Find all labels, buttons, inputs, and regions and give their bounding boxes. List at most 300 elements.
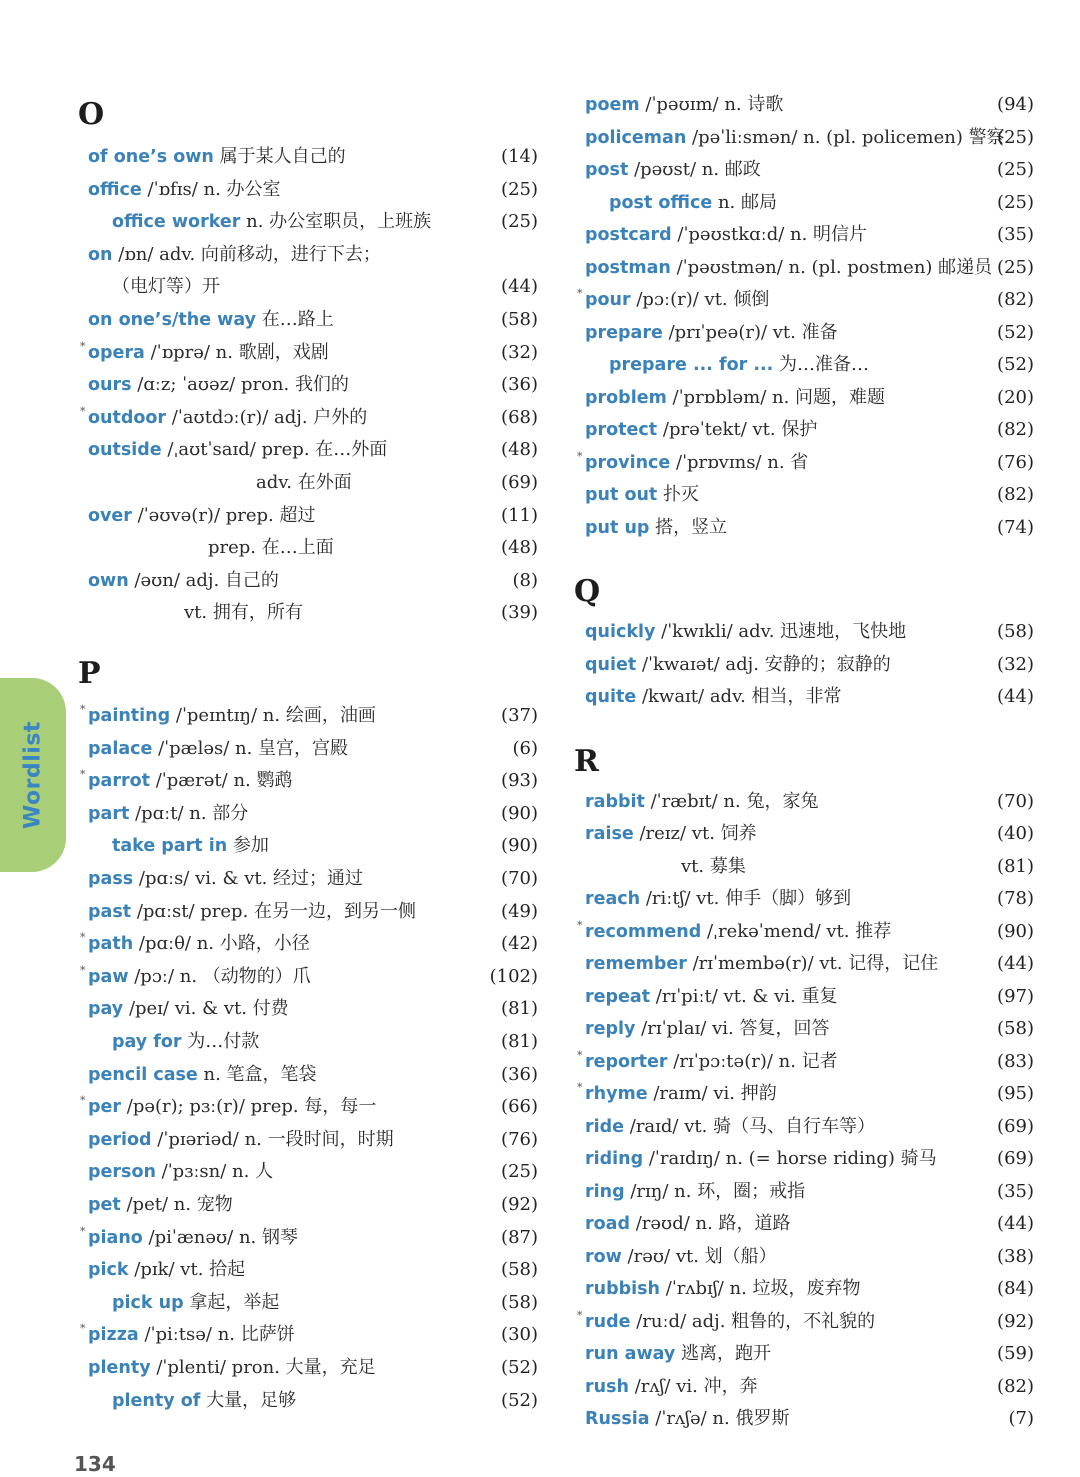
entry-row	[0, 734, 538, 764]
page-ref: (66)	[501, 1096, 538, 1118]
entry-row	[0, 480, 1034, 510]
headword: put up	[585, 517, 650, 538]
entry-text	[585, 1339, 771, 1369]
page-ref: (83)	[997, 1050, 1034, 1072]
page-ref: (6)	[512, 737, 538, 759]
headword: per	[88, 1097, 122, 1118]
definition: /riːtʃ/ vt. 伸手（脚）够到	[640, 888, 852, 909]
page-ref: (82)	[997, 484, 1034, 505]
page-ref: (59)	[997, 1343, 1034, 1364]
page-ref: (36)	[501, 374, 538, 396]
entry-text	[585, 1112, 875, 1142]
headword: reply	[585, 1019, 636, 1039]
entry-row	[0, 566, 538, 596]
headword: road	[585, 1214, 630, 1234]
definition: /piˈænəʊ/ n. 钢琴	[142, 1226, 298, 1248]
definition: adv. 在外面	[256, 472, 352, 493]
definition: （电灯等）开	[112, 276, 220, 298]
headword: pick up	[112, 1292, 184, 1313]
entry-row	[0, 285, 1034, 315]
headword: postcard	[585, 225, 672, 245]
definition: n. 办公室职员，上班族	[240, 211, 432, 233]
entry-row	[0, 1144, 1034, 1174]
definition: /pɔː/ n. （动物的）爪	[128, 965, 311, 987]
entry-text	[585, 480, 699, 510]
page-ref: (48)	[501, 537, 538, 559]
star-marker: *	[80, 703, 86, 716]
headword: plenty	[88, 1358, 151, 1378]
entry-text	[585, 1274, 861, 1304]
definition: 属于某人自己的	[213, 146, 346, 167]
page-ref: (8)	[512, 569, 538, 591]
definition: /pɪk/ vt. 拾起	[128, 1259, 246, 1281]
page-ref: (52)	[997, 354, 1034, 375]
definition: /ˈpiːtsə/ n. 比萨饼	[138, 1324, 295, 1346]
headword: on one’s/the way	[88, 310, 257, 330]
page-ref: (52)	[501, 1357, 538, 1378]
entry-text	[585, 448, 808, 478]
page-ref: (32)	[997, 653, 1034, 675]
page-ref: (35)	[997, 1180, 1034, 1202]
definition: /ˈɒfɪs/ n. 办公室	[141, 178, 281, 200]
page-ref: (32)	[501, 341, 538, 363]
headword: office worker	[112, 212, 241, 233]
page-ref: (84)	[997, 1278, 1034, 1299]
headword: ride	[585, 1116, 625, 1137]
definition: /ˈrʌʃə/ n. 俄罗斯	[649, 1408, 790, 1429]
definition: /pɑːθ/ n. 小路，小径	[133, 933, 310, 955]
definition: /ˈaʊtdɔː(r)/ adj. 户外的	[166, 406, 368, 428]
definition: 为…付款	[181, 1031, 260, 1052]
page-ref: (70)	[997, 790, 1034, 812]
entry-text	[585, 1177, 805, 1207]
page-ref: (48)	[501, 439, 538, 461]
entry-text	[585, 383, 885, 413]
page-ref: (78)	[997, 888, 1034, 909]
page-ref: (90)	[501, 802, 538, 824]
entry-row	[0, 448, 1034, 478]
headword: reach	[585, 889, 641, 909]
headword: rhyme	[585, 1084, 648, 1104]
section-letter-q: Q	[574, 574, 601, 609]
page-ref: (25)	[997, 159, 1034, 180]
definition: n. 邮局	[712, 191, 777, 213]
page-ref: (52)	[501, 1389, 538, 1411]
definition: /peɪ/ vi. & vt. 付费	[123, 998, 289, 1020]
page-ref: (69)	[501, 472, 538, 493]
definition: /ˈpɜːsn/ n. 人	[155, 1161, 274, 1183]
entry-row	[0, 1404, 1034, 1434]
entry-row	[0, 1014, 1034, 1044]
headword: pay for	[112, 1032, 182, 1052]
entry-row	[0, 787, 1034, 817]
definition: 在…路上	[256, 309, 334, 330]
entry-row	[0, 884, 1034, 914]
headword: postman	[585, 257, 671, 278]
definition: /rɪˈplaɪ/ vi. 答复，回答	[635, 1018, 830, 1039]
headword: recommend	[585, 921, 702, 942]
entry-row	[0, 1047, 1034, 1077]
entry-row	[0, 1339, 1034, 1369]
page-ref: (25)	[501, 178, 538, 200]
page-ref: (90)	[501, 835, 538, 857]
definition: /ˈəʊvə(r)/ prep. 超过	[131, 504, 316, 526]
entry-text	[585, 513, 727, 543]
entry-text	[585, 1014, 829, 1044]
headword: pass	[88, 869, 134, 889]
definition: /rɪˈpɔːtə(r)/ n. 记者	[667, 1050, 838, 1072]
section-letter-o: O	[78, 97, 105, 132]
definition: /pɑːs/ vi. & vt. 经过；通过	[133, 868, 364, 889]
definition: /rɪŋ/ n. 环，圈；戒指	[624, 1180, 806, 1202]
definition: 扑灭	[657, 484, 700, 505]
entry-row	[0, 650, 1034, 680]
definition: /ˈraɪdɪŋ/ n. (= horse riding) 骑马	[643, 1148, 937, 1169]
page-ref: (102)	[489, 965, 538, 987]
definition: n. 笔盒，笔袋	[197, 1063, 317, 1085]
entry-row	[0, 318, 1034, 348]
headword: palace	[88, 738, 153, 759]
headword: painting	[88, 706, 171, 726]
headword: outdoor	[88, 407, 167, 428]
entry-row	[0, 1372, 1034, 1402]
headword: row	[585, 1246, 622, 1267]
headword: ours	[88, 375, 132, 396]
definition: /ˈrʌbɪʃ/ n. 垃圾，废弃物	[660, 1278, 861, 1299]
page-ref: (58)	[501, 1259, 538, 1281]
headword: path	[88, 934, 134, 955]
wordlist-tab-label: Wordlist	[20, 721, 46, 829]
headword: parrot	[88, 771, 150, 792]
page-ref: (44)	[997, 686, 1034, 707]
entry-text	[585, 1209, 791, 1239]
entry-text	[88, 566, 279, 596]
entry-text	[585, 1307, 875, 1337]
definition: /ˌaʊtˈsaɪd/ prep. 在…外面	[161, 439, 388, 461]
headword: pizza	[88, 1325, 139, 1346]
headword: raise	[585, 824, 634, 844]
headword: prepare ... for ...	[609, 355, 774, 375]
definition: /pəˈliːsmən/ n. (pl. policemen) 警察	[686, 126, 1005, 148]
headword: post	[585, 160, 629, 180]
entry-row	[0, 1274, 1034, 1304]
definition: vt. 拥有，所有	[184, 602, 303, 624]
page-ref: (76)	[997, 451, 1034, 473]
headword: province	[585, 452, 671, 473]
page-ref: (97)	[997, 985, 1034, 1007]
section-letter-r: R	[574, 743, 599, 779]
definition: vt. 募集	[681, 855, 746, 877]
page-ref: (68)	[501, 406, 538, 428]
headword: remember	[585, 954, 687, 974]
entry-text	[585, 650, 891, 680]
page-ref: (87)	[501, 1226, 538, 1248]
entry-text	[585, 917, 891, 947]
definition: /ruːd/ adj. 粗鲁的，不礼貌的	[630, 1310, 876, 1332]
definition: /ˈkwɪkli/ adv. 迅速地，飞快地	[655, 621, 907, 642]
headword: of one’s own	[88, 147, 214, 167]
headword: pencil case	[88, 1064, 198, 1085]
page-ref: (76)	[501, 1128, 538, 1150]
definition: /reɪz/ vt. 饲养	[633, 823, 757, 844]
entry-row	[0, 220, 1034, 250]
headword: pour	[585, 290, 631, 310]
entry-row	[0, 155, 1034, 185]
entry-text	[585, 819, 757, 849]
entry-row	[0, 1177, 1034, 1207]
entry-row	[0, 383, 1034, 413]
entry-row	[0, 617, 1034, 647]
headword: reporter	[585, 1051, 668, 1072]
headword: rush	[585, 1376, 629, 1397]
entry-text	[585, 1144, 937, 1174]
page-ref: (11)	[501, 504, 538, 526]
headword: person	[88, 1162, 156, 1183]
wordlist-tab	[0, 678, 66, 872]
page-ref: (25)	[501, 1161, 538, 1183]
page-number: 134	[74, 1452, 116, 1476]
page-ref: (92)	[997, 1310, 1034, 1332]
page-ref: (44)	[501, 276, 538, 298]
headword: ring	[585, 1181, 625, 1202]
definition: /prəˈtekt/ vt. 保护	[657, 419, 818, 440]
definition: /ˈplenti/ pron. 大量，充足	[150, 1357, 376, 1378]
entry-text	[585, 949, 938, 979]
definition: /ˈpəʊstkɑːd/ n. 明信片	[671, 224, 868, 245]
headword: quiet	[585, 654, 637, 675]
entry-row	[0, 1209, 1034, 1239]
definition: /ˈkwaɪət/ adj. 安静的；寂静的	[636, 653, 891, 675]
page-ref: (92)	[501, 1194, 538, 1215]
entry-text	[585, 884, 851, 914]
star-marker: *	[577, 1081, 583, 1094]
headword: riding	[585, 1149, 644, 1169]
entry-text	[585, 253, 992, 283]
definition: /ˈpɪəriəd/ n. 一段时间，时期	[151, 1128, 394, 1150]
definition: /ˈpəʊstmən/ n. (pl. postmen) 邮递员	[670, 256, 993, 278]
page-ref: (44)	[997, 953, 1034, 974]
headword: Russia	[585, 1409, 650, 1429]
headword: opera	[88, 342, 145, 363]
entry-text	[585, 415, 817, 445]
definition: /ɒn/ adv. 向前移动，进行下去；	[112, 243, 381, 265]
page-ref: (93)	[501, 770, 538, 792]
star-marker: *	[577, 918, 583, 932]
entry-text	[585, 982, 838, 1012]
definition: /ˈpæləs/ n. 皇宫，宫殿	[152, 737, 349, 759]
headword: past	[88, 901, 132, 922]
entry-text	[681, 852, 746, 882]
entry-text	[585, 682, 842, 712]
entry-text	[585, 1242, 777, 1272]
definition: /rɪˈmembə(r)/ vt. 记得，记住	[686, 953, 939, 974]
headword: policeman	[585, 127, 687, 148]
definition: /ˌrekəˈmend/ vt. 推荐	[701, 920, 892, 942]
entry-row	[0, 415, 1034, 445]
headword: post office	[609, 192, 713, 213]
star-marker: *	[80, 768, 86, 782]
definition: /pɑːst/ prep. 在另一边，到另一侧	[131, 900, 417, 922]
headword: rude	[585, 1311, 631, 1332]
section-letter-p: P	[78, 656, 101, 691]
definition: /rəʊd/ n. 路，道路	[630, 1213, 791, 1234]
star-marker: *	[577, 449, 583, 463]
entry-row	[0, 819, 1034, 849]
page-ref: (95)	[997, 1083, 1034, 1104]
entry-row	[0, 513, 1034, 543]
headword: put out	[585, 485, 658, 505]
entry-text	[585, 285, 769, 315]
page-ref: (44)	[997, 1213, 1034, 1234]
entry-text	[585, 1079, 777, 1109]
star-marker: *	[577, 287, 583, 300]
definition: /əʊn/ adj. 自己的	[128, 569, 279, 591]
headword: pet	[88, 1195, 121, 1215]
page-ref: (37)	[501, 705, 538, 726]
entry-row	[0, 90, 1034, 120]
headword: repeat	[585, 986, 651, 1007]
page-ref: (39)	[501, 602, 538, 624]
entry-text	[88, 734, 348, 764]
headword: pay	[88, 999, 124, 1020]
definition: /rəʊ/ vt. 划（船）	[621, 1245, 777, 1267]
page-ref: (94)	[997, 94, 1034, 115]
page-ref: (81)	[501, 1031, 538, 1052]
definition: 逃离，跑开	[675, 1343, 772, 1364]
definition: /prɪˈpeə(r)/ vt. 准备	[662, 321, 838, 343]
definition: 拿起，举起	[183, 1291, 280, 1313]
entry-text	[585, 1404, 789, 1434]
star-marker: *	[577, 1308, 583, 1322]
entry-row	[0, 1079, 1034, 1109]
entry-row	[0, 1112, 1034, 1142]
page-ref: (58)	[501, 309, 538, 330]
headword: quickly	[585, 622, 656, 642]
star-marker: *	[80, 1322, 86, 1336]
headword: prepare	[585, 322, 663, 343]
headword: own	[88, 570, 129, 591]
entry-text	[585, 220, 867, 250]
headword: protect	[585, 420, 658, 440]
definition: /rʌʃ/ vi. 冲，奔	[628, 1375, 758, 1397]
definition: 搭，竖立	[649, 516, 728, 538]
page-ref: (49)	[501, 900, 538, 922]
headword: outside	[88, 440, 162, 461]
page-ref: (40)	[997, 823, 1034, 844]
entry-row	[0, 1307, 1034, 1337]
page-ref: (69)	[997, 1115, 1034, 1137]
star-marker: *	[577, 1048, 583, 1062]
entry-text	[585, 123, 1005, 153]
headword: problem	[585, 387, 667, 408]
page-ref: (36)	[501, 1063, 538, 1085]
definition: /kwaɪt/ adv. 相当，非常	[636, 686, 842, 707]
page-ref: (82)	[997, 419, 1034, 440]
page-ref: (81)	[997, 855, 1034, 877]
entry-row	[0, 682, 1034, 712]
definition: /ˈprɒvɪns/ n. 省	[670, 451, 809, 473]
entry-row	[0, 1242, 1034, 1272]
page-ref: (20)	[997, 386, 1034, 408]
star-marker: *	[80, 339, 86, 353]
definition: /pet/ n. 宠物	[120, 1194, 233, 1215]
definition: /raɪd/ vt. 骑（马、自行车等）	[624, 1115, 876, 1137]
definition: /pɑːt/ n. 部分	[129, 802, 249, 824]
page-ref: (58)	[997, 1018, 1034, 1039]
page-ref: (7)	[1008, 1408, 1034, 1429]
headword: office	[88, 179, 142, 200]
entry-row	[0, 350, 1034, 380]
page-ref: (25)	[997, 256, 1034, 278]
star-marker: *	[80, 963, 86, 977]
headword: period	[88, 1129, 152, 1150]
definition: /ɑːz; ˈaʊəz/ pron. 我们的	[131, 374, 349, 396]
definition: /rɪˈpiːt/ vt. & vi. 重复	[650, 985, 838, 1007]
headword: quite	[585, 687, 637, 707]
page-ref: (90)	[997, 920, 1034, 942]
star-marker: *	[80, 1224, 86, 1238]
page-ref: (25)	[501, 211, 538, 233]
definition: 为…准备…	[773, 354, 870, 375]
entry-row	[0, 188, 1034, 218]
page-ref: (70)	[501, 868, 538, 889]
page-ref: (14)	[501, 146, 538, 167]
entry-row	[0, 949, 1034, 979]
entry-text	[585, 155, 761, 185]
definition: /pəʊst/ n. 邮政	[628, 159, 761, 180]
page-ref: (25)	[997, 191, 1034, 213]
headword: over	[88, 505, 132, 526]
page-ref: (82)	[997, 289, 1034, 310]
entry-text	[585, 90, 783, 120]
page-ref: (30)	[501, 1324, 538, 1346]
entry-row	[0, 917, 1034, 947]
headword: paw	[88, 966, 129, 987]
definition: /ˈpəʊɪm/ n. 诗歌	[639, 94, 784, 115]
page-ref: (74)	[997, 516, 1034, 538]
headword: part	[88, 803, 130, 824]
page-ref: (69)	[997, 1148, 1034, 1169]
entry-row	[0, 852, 1034, 882]
headword: plenty of	[112, 1390, 201, 1411]
definition: /ˈpærət/ n. 鹦鹉	[150, 770, 293, 792]
star-marker: *	[80, 1094, 86, 1108]
page-ref: (35)	[997, 224, 1034, 245]
entry-text	[585, 787, 818, 817]
entry-text	[585, 1047, 838, 1077]
entry-text	[609, 188, 777, 218]
star-marker: *	[80, 404, 86, 418]
definition: /pə(r); pɜː(r)/ prep. 每，每一	[121, 1096, 377, 1118]
page-ref: (25)	[997, 126, 1034, 148]
definition: 大量，足够	[200, 1389, 297, 1411]
headword: pick	[88, 1260, 129, 1281]
entry-row	[0, 982, 1034, 1012]
entry-text	[585, 318, 838, 348]
headword: rubbish	[585, 1279, 661, 1299]
entry-text	[609, 350, 869, 380]
headword: take part in	[112, 836, 228, 857]
page-ref: (58)	[501, 1291, 538, 1313]
headword: rabbit	[585, 791, 645, 812]
definition: /ˈræbɪt/ n. 兔，家兔	[644, 790, 819, 812]
entry-text	[585, 1372, 758, 1402]
headword: poem	[585, 95, 640, 115]
page-ref: (52)	[997, 321, 1034, 343]
headword: piano	[88, 1227, 143, 1248]
headword: on	[88, 244, 113, 265]
headword: run away	[585, 1344, 676, 1364]
